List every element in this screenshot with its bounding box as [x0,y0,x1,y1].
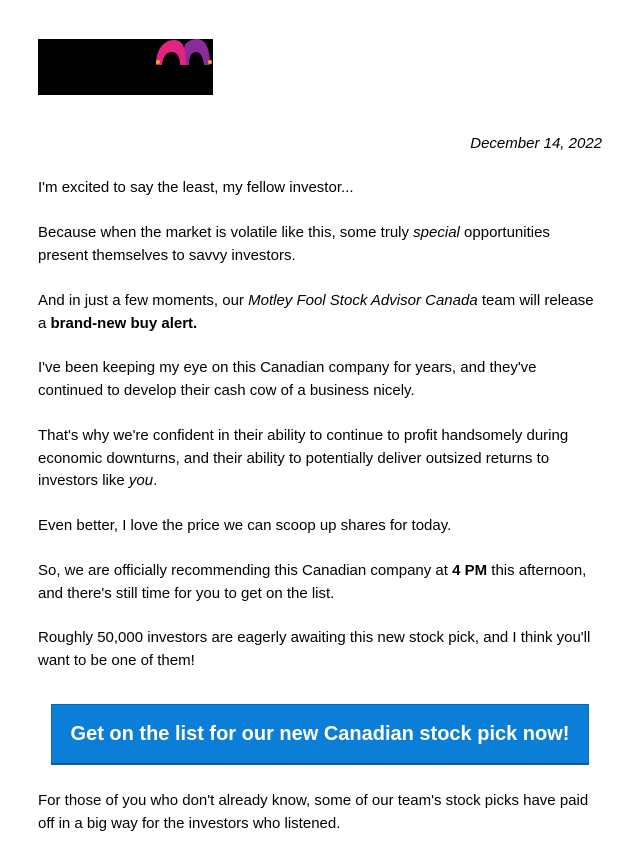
paragraph-buy-alert: And in just a few moments, our Motley Fool Stock Advisor Canada team will release a brand-new buy alert. [38,292,594,332]
paragraph-confidence: That's why we're confident in their ability to continue to profit handsomely during economic downturns, and their ability to potentially deliver outsized returns to investors like you. [38,427,569,489]
paragraph-investors-waiting: Roughly 50,000 investors are eagerly awaiting this new stock pick, and I think you'll want to be one of them! [38,629,591,669]
brand-logo [38,39,213,95]
paragraph-company: I've been keeping my eye on this Canadian company for years, and they've continued to develop their cash cow of a business nicely. [38,359,537,399]
paragraph-recommendation-time: So, we are officially recommending this Canadian company at 4 PM this afternoon, and there's still time for you to get on the list. [38,562,587,602]
cta-container [51,704,589,764]
paragraph-intro: I'm excited to say the least, my fellow investor... [38,179,354,196]
paragraph-past-picks: For those of you who don't already know, some of our team's stock picks have paid off in a big way for the investors who listened. [38,792,589,832]
jester-hat-icon [38,39,213,95]
paragraph-volatile-market: Because when the market is volatile like this, some truly special opportunities present themselves to savvy investors. [38,224,550,264]
paragraph-price: Even better, I love the price we can scoop up shares for today. [38,517,452,534]
get-on-list-button[interactable]: Get on the list for our new Canadian stock pick now! [51,704,589,765]
email-date: December 14, 2022 [470,135,602,152]
